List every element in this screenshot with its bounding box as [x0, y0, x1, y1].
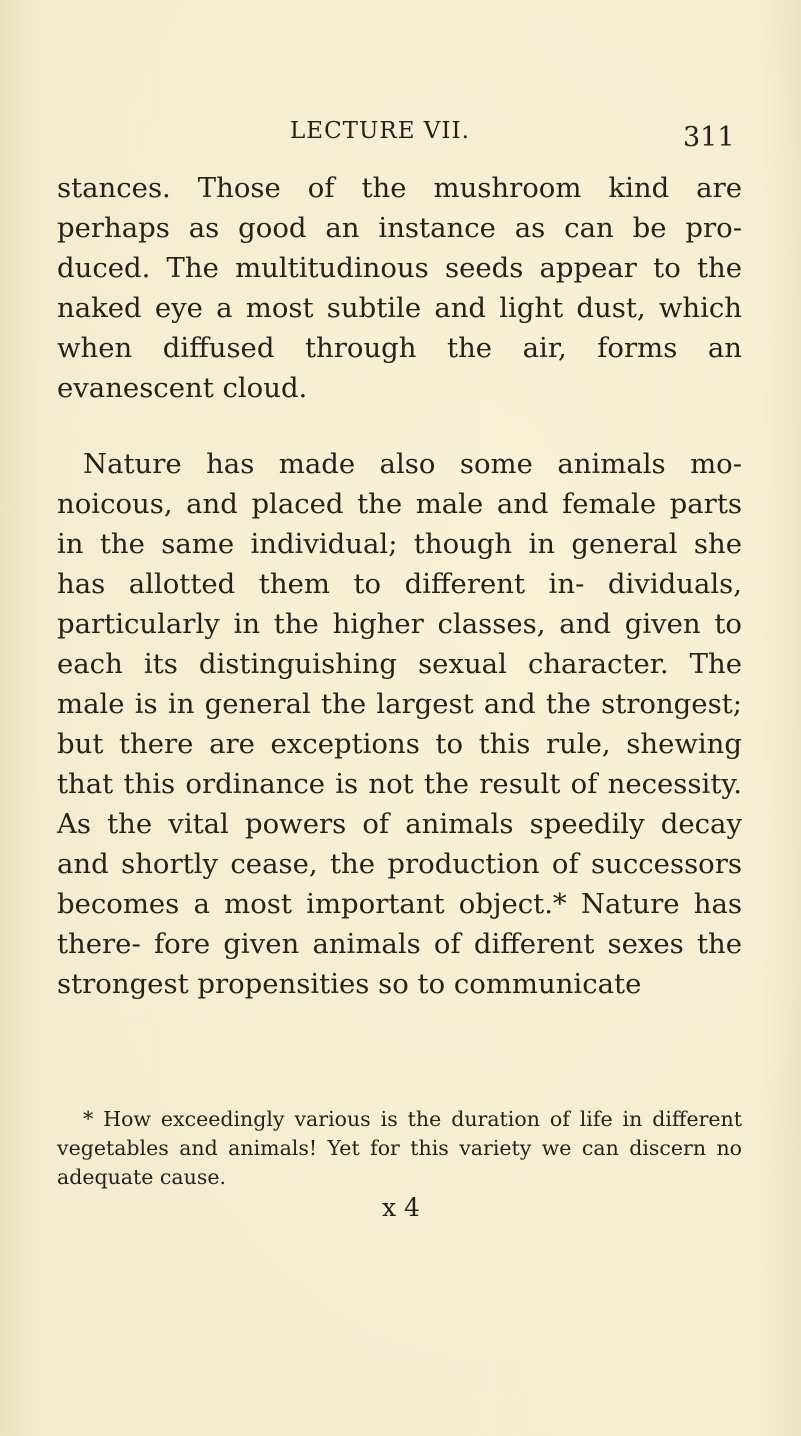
body-text [57, 168, 742, 1004]
paragraph: Nature has made also some animals mo- noicous, and placed the male and female parts in the same individual; though in general she has allotted them to different in- dividuals, particularly in the higher classes, and given to each its distinguishing sexual character. The male is in general the largest and the strongest; but there are exceptions to this rule, shewing that this ordinance is not the result of necessity. As the vital powers of animals speedily decay and shortly cease, the production of successors becomes a most important object.* Nature has there- fore given animals of different sexes the strongest propensities so to communicate [57, 448, 742, 1000]
signature-mark: x 4 [382, 1193, 420, 1222]
page-header [0, 112, 801, 152]
paragraph: stances. Those of the mushroom kind are perhaps as good an instance as can be pro- duced. The multitudinous seeds appear to the naked eye a most subtile and light dust, which when diffused through the air, forms an evanescent cloud. [57, 172, 742, 404]
page-number: 311 [683, 122, 735, 153]
footnote-text: * How exceedingly various is the duration of life in different vegetables and animals! Yet for this variety we can discern no adequate cause. [57, 1107, 742, 1189]
running-title: LECTURE VII. [290, 118, 470, 144]
footnote [57, 1105, 742, 1192]
